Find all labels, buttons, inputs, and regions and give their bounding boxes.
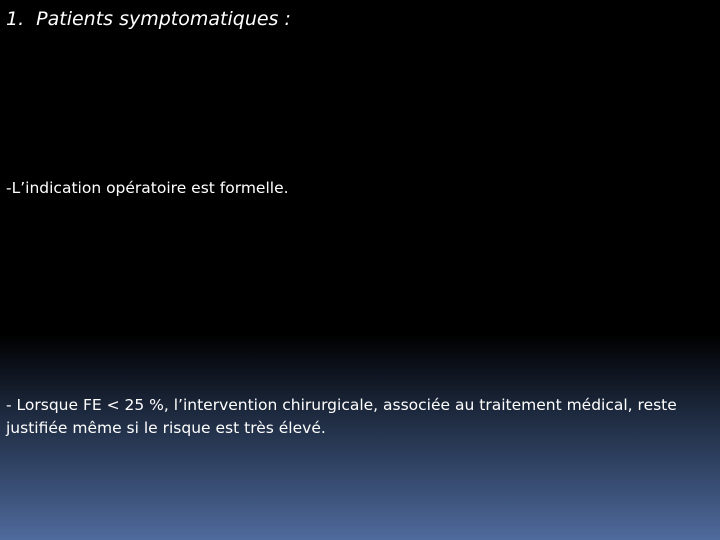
slide-title [6, 8, 291, 30]
title-text: Patients symptomatiques : [36, 8, 291, 30]
paragraph-indication: -L’indication opératoire est formelle. [6, 179, 289, 197]
paragraph-fe-risk: - Lorsque FE < 25 %, l’intervention chirurgicale, associée au traitement médical, reste justifiée même si le risque est très élevé. [6, 396, 677, 437]
title-number: 1. [6, 8, 25, 30]
